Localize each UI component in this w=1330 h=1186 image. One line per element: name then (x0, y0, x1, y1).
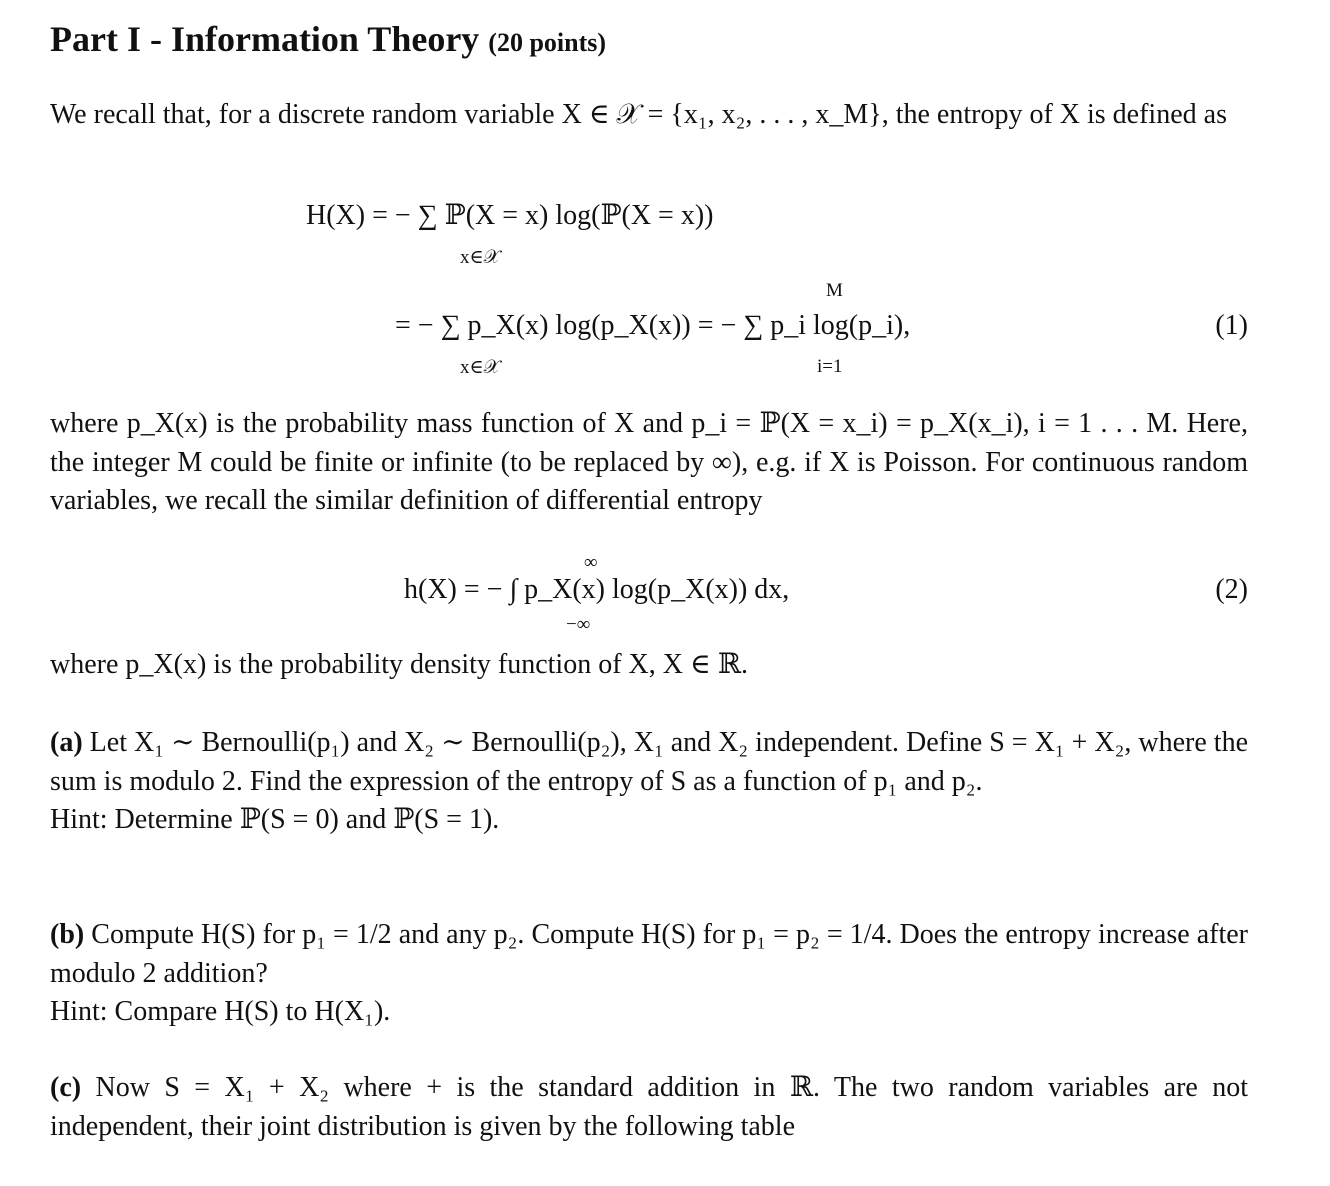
section-title (50, 18, 606, 60)
equation-1-line-2: = − ∑ p_X(x) log(p_X(x)) = − ∑ p_i log(p_i), (395, 310, 911, 341)
equation-1-line-1: H(X) = − ∑ ℙ(X = x) log(ℙ(X = x)) (306, 200, 714, 231)
question-b (50, 916, 1248, 1032)
definition-paragraph: where p_X(x) is the probability mass function of X and p_i = ℙ(X = x_i) = p_X(x_i), i = 1 . . . M. Here, the integer M could be finite or infinite (to be replaced by ∞), e.g. if X is Poisson. For continuous random variables, we recall the similar definition of differential entropy (50, 408, 1248, 516)
question-b-label: (b) (50, 919, 85, 950)
equation-1-line-2-sum-index-a: x∈𝒳 (460, 357, 500, 378)
equation-2: h(X) = − ∫ p_X(x) log(p_X(x)) dx, (404, 574, 790, 605)
title-points: (20 points) (488, 28, 607, 57)
intro-paragraph: We recall that, for a discrete random variable X ∈ 𝒳 = {x₁, x₂, . . . , x_M}, the entropy of X is defined as (50, 99, 1227, 130)
question-a-label: (a) (50, 727, 83, 758)
question-c-label: (c) (50, 1072, 82, 1103)
question-a (50, 724, 1248, 840)
equation-2-lower-limit: −∞ (566, 614, 591, 635)
equation-1-line-2-sum-upper-b: M (826, 280, 843, 301)
equation-1-number: (1) (1215, 310, 1248, 341)
question-b-text: Compute H(S) for p₁ = 1/2 and any p₂. Compute H(S) for p₁ = p₂ = 1/4. Does the entropy increase after modulo 2 addition? (50, 919, 1249, 989)
question-c-text: Now S = X₁ + X₂ where + is the standard addition in ℝ. The two random variables are not independent, their joint distribution is given by the following table (50, 1072, 1248, 1142)
equation-2-number: (2) (1215, 574, 1248, 605)
question-b-hint: Hint: Compare H(S) to H(X₁). (50, 996, 391, 1027)
title-main: Part I - Information Theory (50, 19, 480, 59)
question-a-hint: Hint: Determine ℙ(S = 0) and ℙ(S = 1). (50, 804, 500, 835)
density-paragraph: where p_X(x) is the probability density function of X, X ∈ ℝ. (50, 649, 748, 680)
question-a-text: Let X₁ ∼ Bernoulli(p₁) and X₂ ∼ Bernoulli(p₂), X₁ and X₂ independent. Define S = X₁ + X₂, where the sum is modulo 2. Find the expression of the entropy of S as a function of p₁ and p₂. (50, 727, 1248, 797)
equation-1-line-2-sum-index-b: i=1 (817, 356, 843, 377)
question-c (50, 1069, 1248, 1146)
equation-2-upper-limit: ∞ (584, 552, 598, 573)
equation-1-line-1-sum-index: x∈𝒳 (460, 247, 500, 268)
